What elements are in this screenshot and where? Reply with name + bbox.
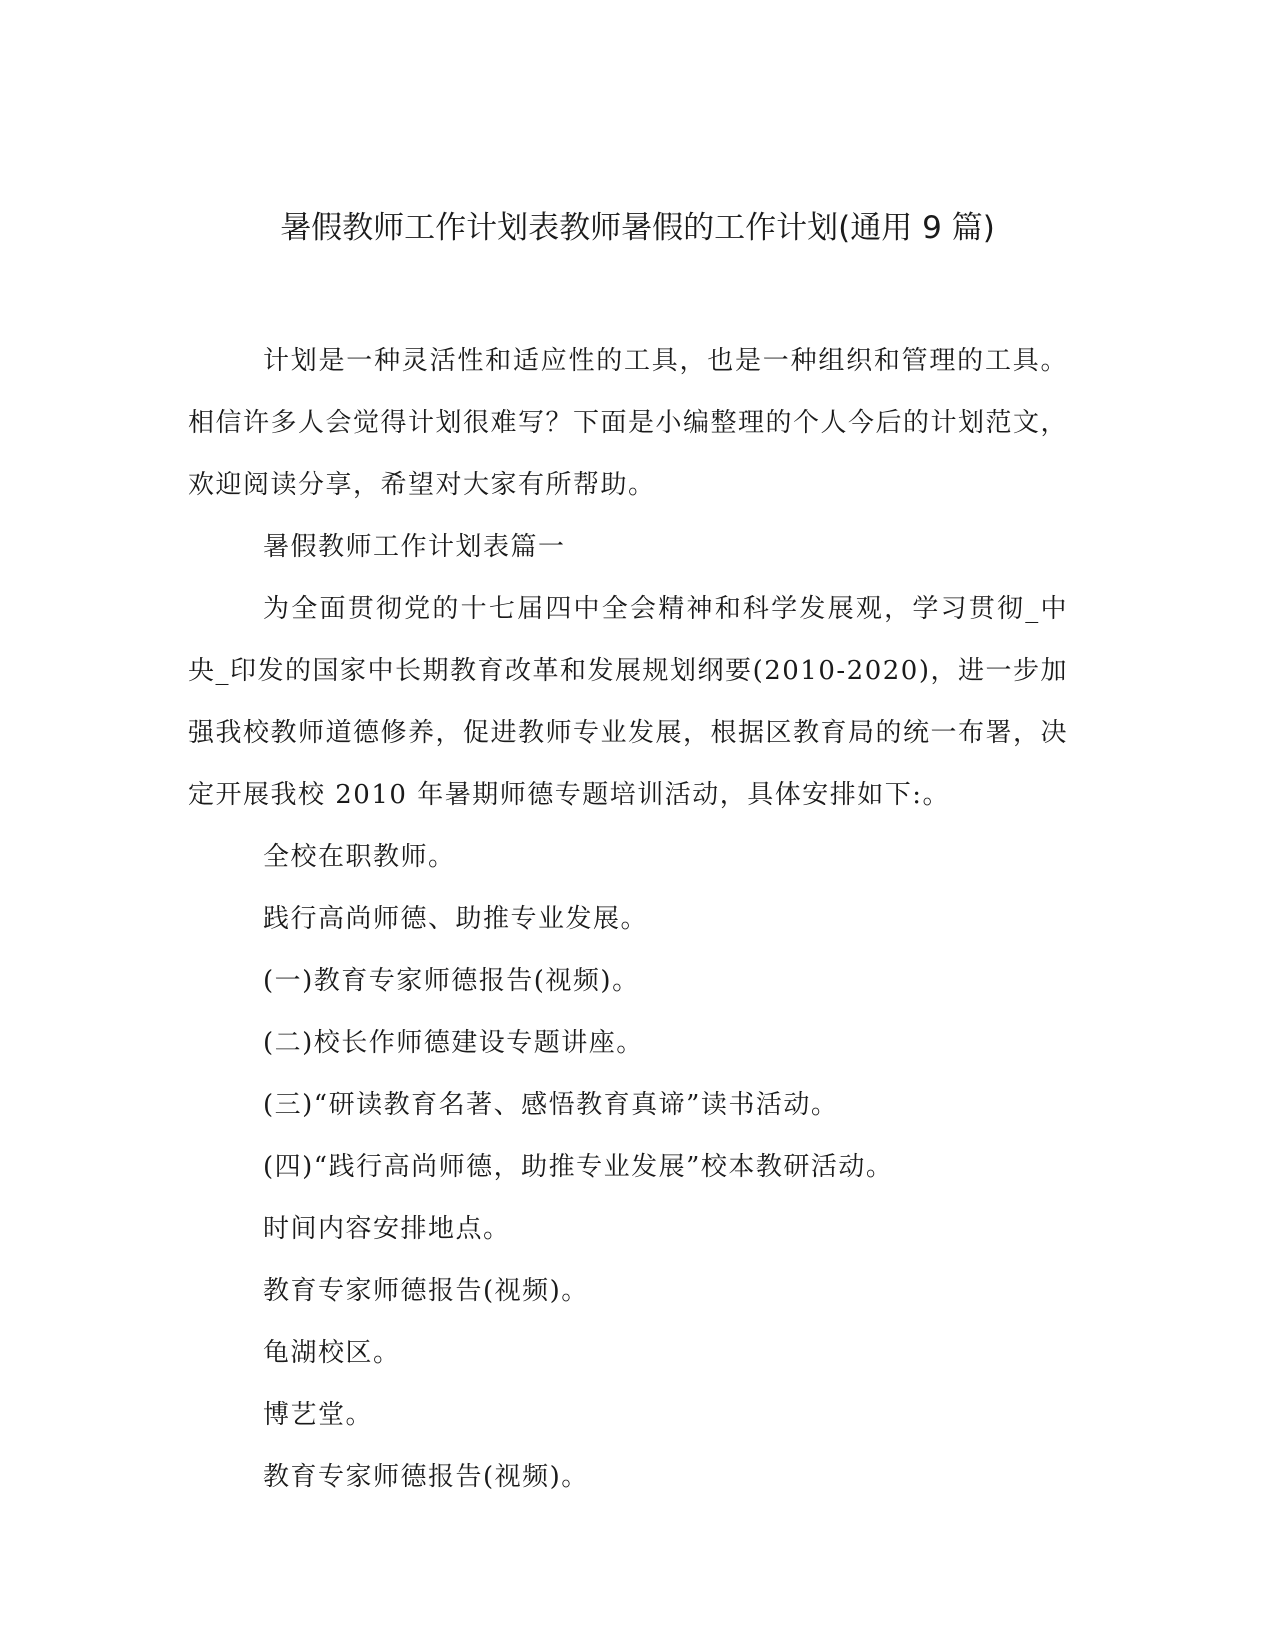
- body-paragraph: 为全面贯彻党的十七届四中全会精神和科学发展观，学习贯彻_中央_印发的国家中长期教育改革和发展规划纲要(2010-2020)，进一步加强我校教师道德修养，促进教师专业发展，根据区教育局的统一布署，决定开展我校 2010 年暑期师德专题培训活动，具体安排如下:。: [188, 594, 1069, 810]
- document-body: [188, 330, 1068, 1508]
- body-paragraph: 全校在职教师。: [263, 842, 456, 872]
- list-item: (二)校长作师德建设专题讲座。: [263, 1028, 644, 1058]
- body-paragraph: 教育专家师德报告(视频)。: [263, 1276, 589, 1306]
- body-paragraph: 时间内容安排地点。: [263, 1214, 511, 1244]
- list-item: (四)“践行高尚师德，助推专业发展”校本教研活动。: [263, 1152, 894, 1182]
- body-paragraph: 践行高尚师德、助推专业发展。: [263, 904, 649, 934]
- section-heading: 暑假教师工作计划表篇一: [263, 532, 566, 562]
- body-paragraph: 博艺堂。: [263, 1400, 374, 1430]
- body-paragraph: 龟湖校区。: [263, 1338, 401, 1368]
- list-item: (三)“研读教育名著、感悟教育真谛”读书活动。: [263, 1090, 839, 1120]
- intro-paragraph: 计划是一种灵活性和适应性的工具，也是一种组织和管理的工具。相信许多人会觉得计划很难写？下面是小编整理的个人今后的计划范文，欢迎阅读分享，希望对大家有所帮助。: [188, 346, 1069, 500]
- list-item: (一)教育专家师德报告(视频)。: [263, 966, 640, 996]
- document-title: 暑假教师工作计划表教师暑假的工作计划(通用 9 篇): [280, 210, 995, 246]
- body-paragraph: 教育专家师德报告(视频)。: [263, 1462, 589, 1492]
